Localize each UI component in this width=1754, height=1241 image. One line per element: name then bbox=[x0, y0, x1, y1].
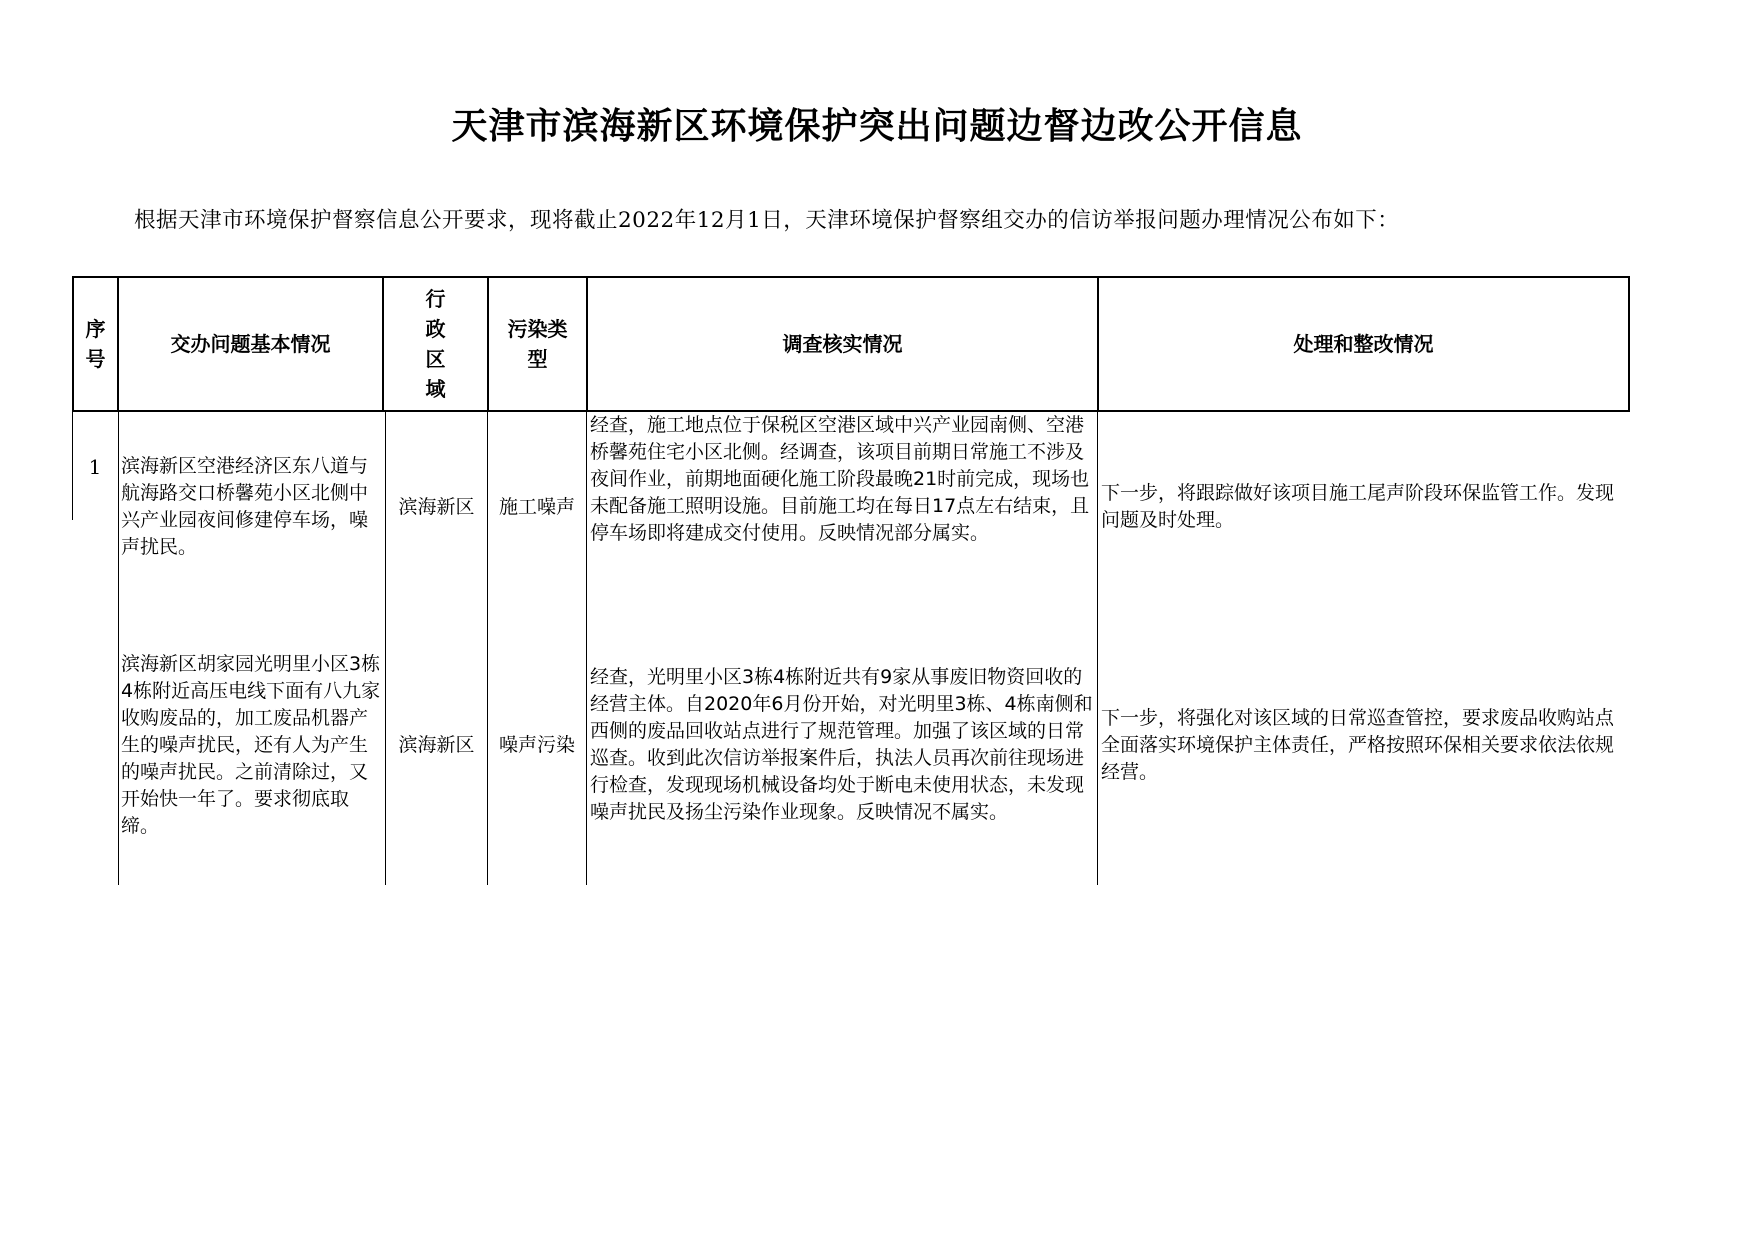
row-2-issue: 滨海新区胡家园光明里小区3栋4栋附近高压电线下面有八九家收购废品的，加工废品机器产生的噪声扰民，还有人为产生的噪声扰民。之前清除过，又开始快一年了。要求彻底取缔。 bbox=[121, 652, 381, 837]
row-2-region: 滨海新区 bbox=[398, 733, 475, 756]
header-issue: 交办问题基本情况 bbox=[170, 331, 331, 356]
row-1-handling: 下一步，将跟踪做好该项目施工尾声阶段环保监管工作。发现问题及时处理。 bbox=[1101, 482, 1615, 531]
row-1-investigation: 经查，施工地点位于保税区空港区域中兴产业园南侧、空港桥馨苑住宅小区北侧。经调查，该项目前期日常施工不涉及夜间作业，前期地面硬化施工阶段最晚21时前完成，现场也未配备施工照明设施。目前施工均在每日17点左右结束，且停车场即将建成交付使用。反映情况部分属实。 bbox=[590, 414, 1090, 544]
page-title: 天津市滨海新区环境保护突出问题边督边改公开信息 bbox=[451, 105, 1303, 147]
header-pollution: 污染类型 bbox=[507, 317, 568, 371]
row-1-issue: 滨海新区空港经济区东八道与航海路交口桥馨苑小区北侧中兴产业园夜间修建停车场，噪声扰民。 bbox=[121, 455, 369, 558]
header-investigation: 调查核实情况 bbox=[782, 331, 903, 356]
row-2-handling: 下一步，将强化对该区域的日常巡查管控，要求废品收购站点全面落实环境保护主体责任，严格按照环保相关要求依法依规经营。 bbox=[1101, 706, 1615, 783]
row-2-pollution: 噪声污染 bbox=[498, 733, 575, 756]
row-1-seq: 1 bbox=[88, 454, 102, 479]
header-region: 行政区域 bbox=[425, 287, 446, 401]
row-2-seq bbox=[80, 720, 110, 750]
row-2-investigation: 经查，光明里小区3栋4栋附近共有9家从事废旧物资回收的经营主体。自2020年6月份开始，对光明里3栋、4栋南侧和西侧的废品回收站点进行了规范管理。加强了该区域的日常巡查。收到此次信访举报案件后，执法人员再次前往现场进行检查，发现现场机械设备均处于断电未使用状态，未发现噪声扰民及扬尘污染作业现象。反映情况不属实。 bbox=[590, 666, 1093, 823]
header-handling: 处理和整改情况 bbox=[1293, 331, 1434, 356]
row-1-region: 滨海新区 bbox=[398, 495, 475, 518]
intro-paragraph: 根据天津市环境保护督察信息公开要求，现将截止2022年12月1日，天津环境保护督察组交办的信访举报问题办理情况公布如下： bbox=[134, 208, 1400, 233]
header-seq: 序号 bbox=[85, 317, 106, 371]
row-1-pollution: 施工噪声 bbox=[498, 495, 575, 518]
